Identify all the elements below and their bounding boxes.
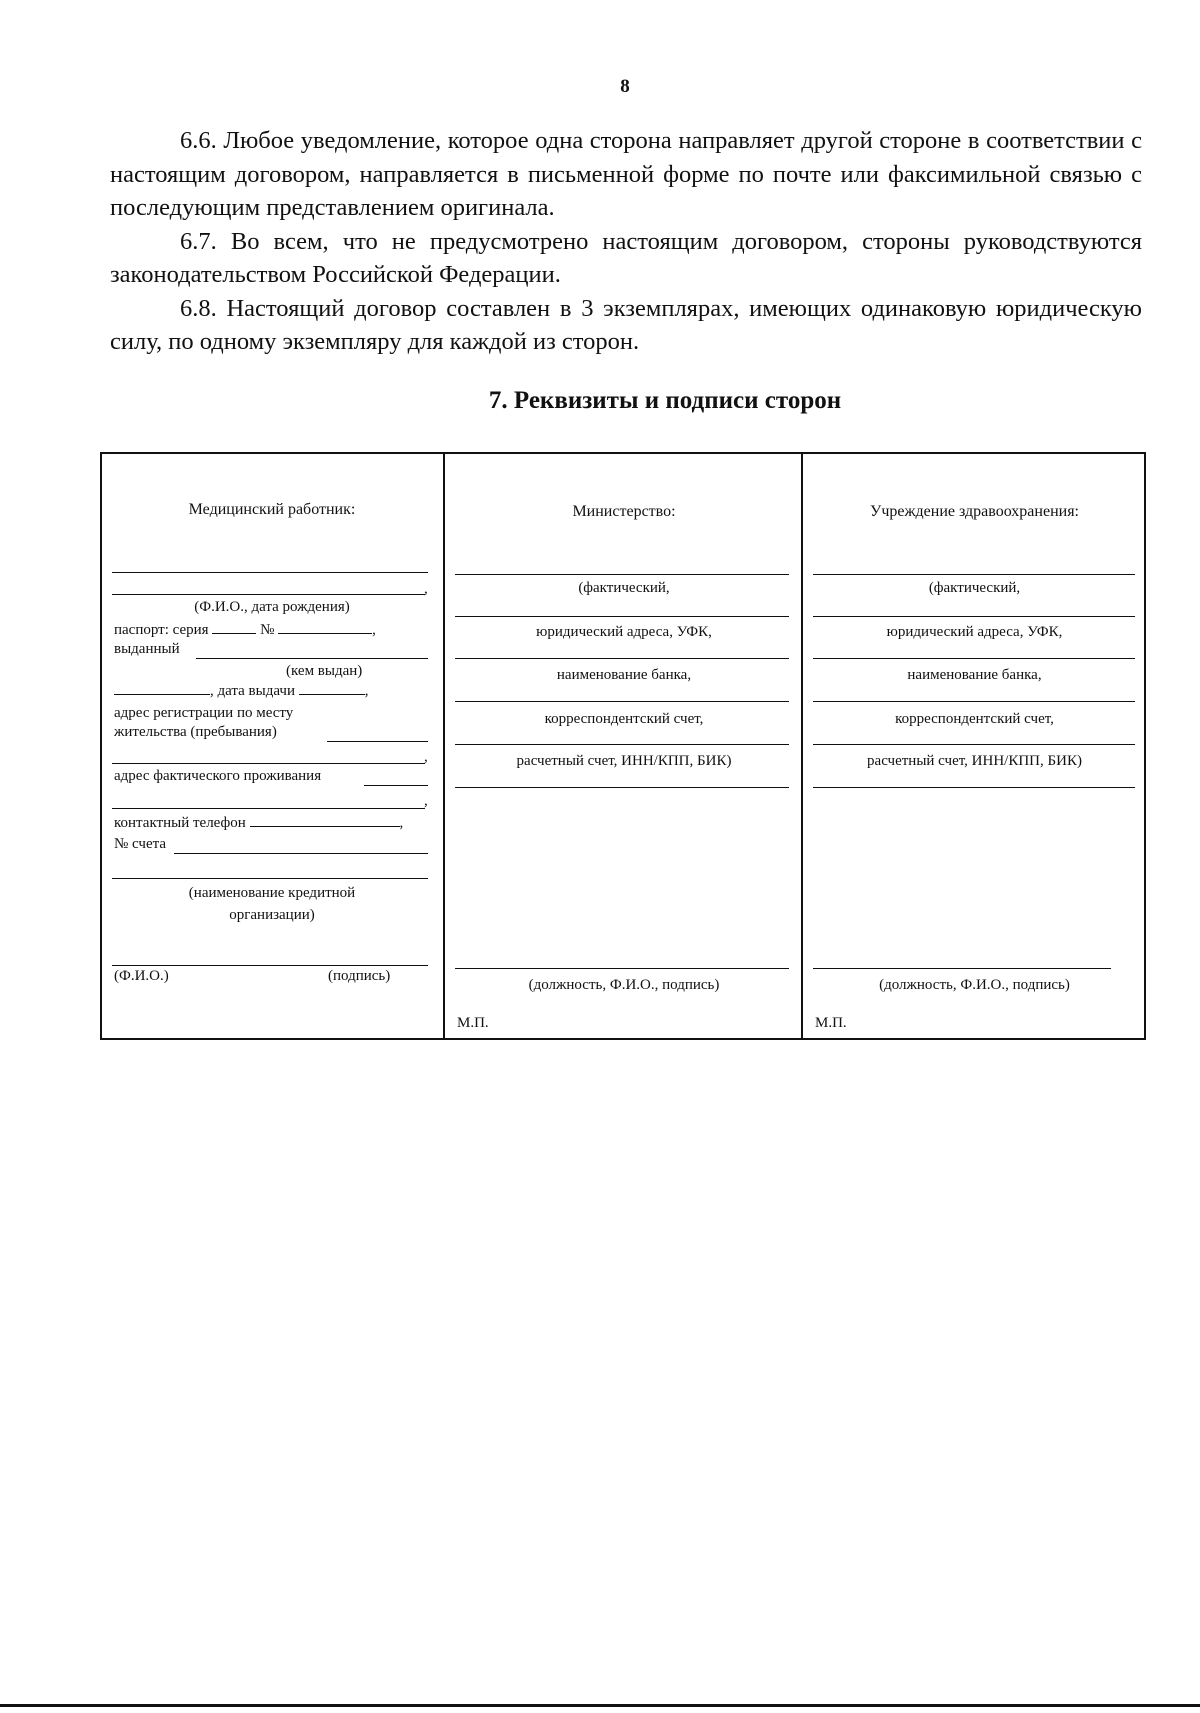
worker-issued-label: выданный <box>114 641 180 657</box>
institution-text-4: корреспондентский счет, <box>895 711 1054 727</box>
worker-phone-row <box>114 814 403 832</box>
bottom-rule <box>0 1704 1200 1707</box>
institution-line-2 <box>813 616 1135 617</box>
section-title: 7. Реквизиты и подписи сторон <box>488 387 842 414</box>
ministry-signature-line <box>455 968 789 969</box>
ministry-column <box>443 454 803 1038</box>
ministry-header: Министерство: <box>572 503 676 520</box>
body-text <box>110 124 1142 359</box>
worker-header: Медицинский работник: <box>188 501 356 518</box>
worker-bank-caption-2: организации) <box>229 907 315 923</box>
worker-reg-address-label-1: адрес регистрации по месту <box>114 705 294 721</box>
issue-date-blank-2 <box>299 682 365 695</box>
passport-number-blank <box>278 621 372 634</box>
institution-text-2: юридический адреса, УФК, <box>886 624 1063 640</box>
institution-line-5 <box>813 744 1135 745</box>
ministry-text-4: корреспондентский счет, <box>544 711 704 727</box>
worker-fio-line-1 <box>112 572 428 573</box>
ministry-line-4 <box>455 701 789 702</box>
paragraph-6-8: 6.8. Настоящий договор составлен в 3 экземплярах, имеющих одинаковую юридическую силу, по одному экземпляру для каждой из сторон. <box>110 294 1142 355</box>
worker-fio-caption: (Ф.И.О., дата рождения) <box>194 599 350 615</box>
institution-signature-line <box>813 968 1111 969</box>
worker-actual-address-line-2 <box>112 808 425 809</box>
worker-issue-date-row <box>114 682 368 700</box>
page-number: 8 <box>620 76 630 97</box>
institution-column <box>801 454 1146 1038</box>
ministry-seal: М.П. <box>457 1015 489 1031</box>
worker-reg-address-line-2 <box>112 763 425 764</box>
ministry-line-5 <box>455 744 789 745</box>
issue-date-comma: , <box>364 683 369 699</box>
worker-column <box>102 454 442 1038</box>
worker-bank-line <box>112 878 428 879</box>
ministry-line-2 <box>455 616 789 617</box>
worker-signature-line <box>112 965 428 966</box>
institution-signature-caption: (должность, Ф.И.О., подпись) <box>879 977 1070 993</box>
phone-blank <box>250 814 400 827</box>
passport-series-blank <box>212 621 256 634</box>
ministry-text-2: юридический адреса, УФК, <box>536 624 712 640</box>
institution-line-6 <box>813 787 1135 788</box>
worker-reg-comma: , <box>424 749 428 765</box>
worker-issued-by-caption: (кем выдан) <box>286 663 363 679</box>
ministry-line-6 <box>455 787 789 788</box>
passport-number-sign: № <box>260 622 275 638</box>
issue-date-label: , дата выдачи <box>210 683 295 699</box>
phone-comma: , <box>399 815 404 831</box>
worker-issued-line <box>196 658 428 659</box>
worker-reg-address-label-2: жительства (пребывания) <box>114 724 277 740</box>
institution-text-3: наименование банка, <box>907 667 1042 683</box>
worker-reg-address-line <box>327 741 428 742</box>
paragraph-6-7: 6.7. Во всем, что не предусмотрено настоящим договором, стороны руководствуются законодательством Российской Федерации. <box>110 227 1142 288</box>
requisites-table <box>100 452 1146 1040</box>
passport-series-label: паспорт: серия <box>114 622 209 638</box>
worker-fio-comma: , <box>424 581 428 597</box>
institution-text-1: (фактический, <box>928 580 1021 596</box>
institution-text-5: расчетный счет, ИНН/КПП, БИК) <box>867 753 1082 769</box>
worker-bank-caption-1: (наименование кредитной <box>188 885 356 901</box>
ministry-text-3: наименование банка, <box>556 667 692 683</box>
institution-line-3 <box>813 658 1135 659</box>
paragraph-6-6: 6.6. Любое уведомление, которое одна сторона направляет другой стороне в соответствии с настоящим договором, направляется в письменной форме по почте или факсимильной связью с последующим представлением оригинала. <box>110 127 1142 221</box>
worker-actual-comma: , <box>424 793 428 809</box>
worker-fio-line-2 <box>112 594 425 595</box>
passport-comma: , <box>372 622 376 638</box>
ministry-line-3 <box>455 658 789 659</box>
worker-actual-address-line <box>364 785 428 786</box>
worker-account-line <box>174 853 428 854</box>
ministry-text-1: (фактический, <box>578 580 670 596</box>
issue-date-blank-1 <box>114 682 210 695</box>
institution-header: Учреждение здравоохранения: <box>869 503 1079 520</box>
institution-line-1 <box>813 574 1135 575</box>
ministry-line-1 <box>455 574 789 575</box>
phone-label: контактный телефон <box>114 815 246 831</box>
worker-passport-row <box>114 621 376 639</box>
ministry-text-5: расчетный счет, ИНН/КПП, БИК) <box>516 753 732 769</box>
worker-account-label: № счета <box>114 836 167 852</box>
worker-actual-address-label: адрес фактического проживания <box>114 768 322 784</box>
worker-sign-signature: (подпись) <box>328 968 391 984</box>
institution-line-4 <box>813 701 1135 702</box>
ministry-signature-caption: (должность, Ф.И.О., подпись) <box>528 977 720 993</box>
worker-sign-fio: (Ф.И.О.) <box>114 968 169 984</box>
institution-seal: М.П. <box>815 1015 847 1031</box>
